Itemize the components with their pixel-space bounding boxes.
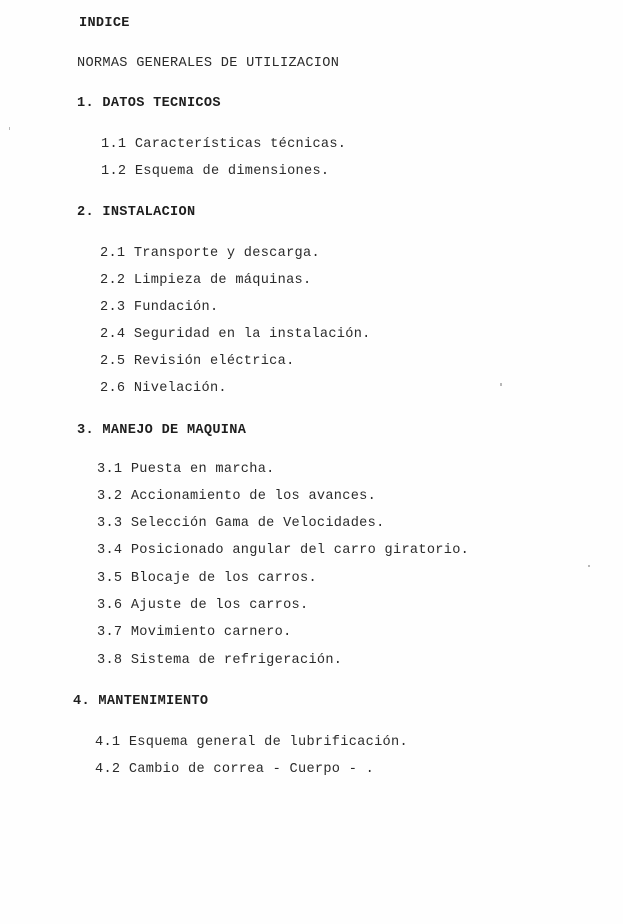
toc-item: 3.1 Puesta en marcha. <box>97 462 275 477</box>
section-3-heading: 3. MANEJO DE MAQUINA <box>77 423 247 438</box>
toc-item: 3.3 Selección Gama de Velocidades. <box>97 516 385 531</box>
intro-heading: NORMAS GENERALES DE UTILIZACION <box>77 56 340 71</box>
toc-item: 2.6 Nivelación. <box>100 381 227 396</box>
toc-item: 2.4 Seguridad en la instalación. <box>100 327 371 342</box>
toc-item: 2.1 Transporte y descarga. <box>100 246 320 261</box>
section-1-heading: 1. DATOS TECNICOS <box>77 96 221 111</box>
toc-item: 1.1 Características técnicas. <box>101 137 347 152</box>
toc-item: 3.4 Posicionado angular del carro giratorio. <box>97 543 470 558</box>
toc-item: 3.7 Movimiento carnero. <box>97 625 292 640</box>
section-4-heading: 4. MANTENIMIENTO <box>73 694 209 709</box>
scan-speck <box>588 565 590 567</box>
toc-item: 4.1 Esquema general de lubrificación. <box>95 735 408 750</box>
toc-item: 2.5 Revisión eléctrica. <box>100 354 295 369</box>
toc-item: 3.2 Accionamiento de los avances. <box>97 489 377 504</box>
section-2-heading: 2. INSTALACION <box>77 205 196 220</box>
toc-item: 3.5 Blocaje de los carros. <box>97 571 317 586</box>
toc-item: 3.6 Ajuste de los carros. <box>97 598 309 613</box>
document-title: INDICE <box>79 16 130 31</box>
scan-speck <box>500 383 502 386</box>
scan-speck <box>9 127 10 130</box>
toc-item: 3.8 Sistema de refrigeración. <box>97 653 343 668</box>
toc-item: 4.2 Cambio de correa - Cuerpo - . <box>95 762 375 777</box>
toc-item: 2.3 Fundación. <box>100 300 219 315</box>
toc-item: 2.2 Limpieza de máquinas. <box>100 273 312 288</box>
toc-item: 1.2 Esquema de dimensiones. <box>101 164 330 179</box>
